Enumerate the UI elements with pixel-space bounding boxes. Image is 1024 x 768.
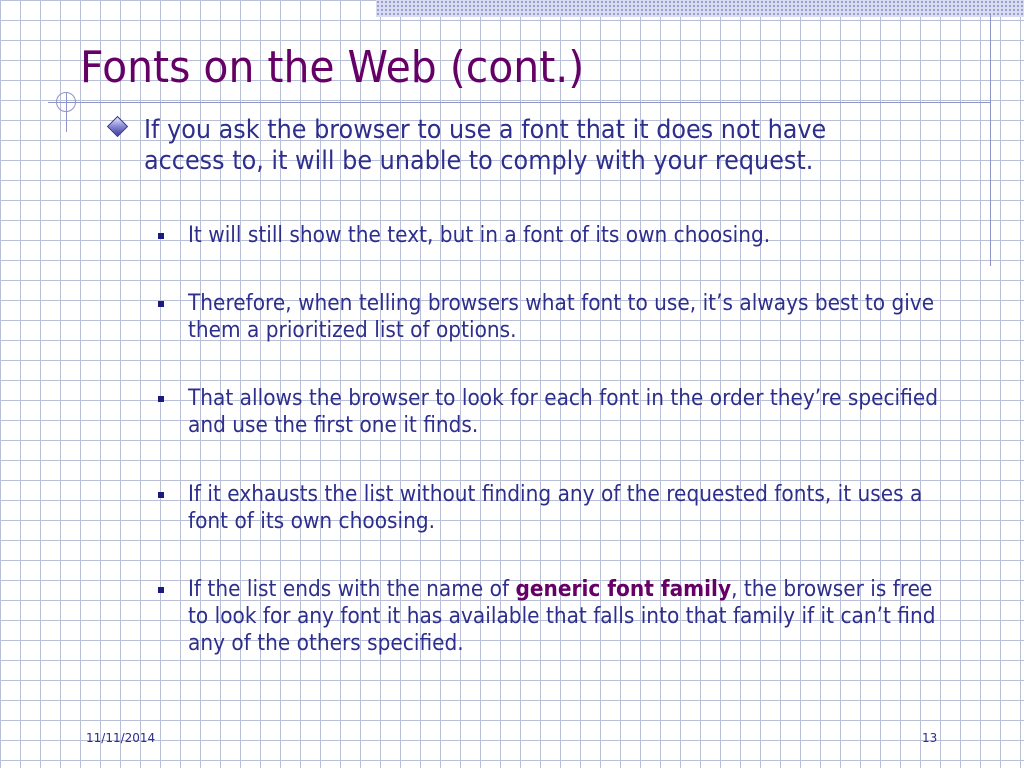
- slide-title: Fonts on the Web (cont.): [80, 42, 585, 93]
- top-decorative-band: [376, 0, 1024, 17]
- right-decorative-rule: [990, 14, 991, 266]
- square-bullet-icon: [158, 233, 164, 239]
- slide-number: 13: [922, 731, 938, 745]
- square-bullet-icon: [158, 492, 164, 498]
- square-bullet-icon: [158, 396, 164, 402]
- sub-bullet-text-end: , the browser is free to look for any font it has available that falls into that family if it can’t find any of the others specified.: [188, 577, 936, 656]
- sub-bullet-text: Therefore, when telling browsers what font to use, it’s always best to give them a prioritized list of options.: [188, 291, 935, 343]
- sub-bullet-text: [188, 576, 938, 657]
- sub-bullet-text-start: If the list ends with the name of: [188, 577, 516, 602]
- sub-bullet-text: That allows the browser to look for each font in the order they’re specified and use the first one it finds.: [188, 386, 938, 438]
- decorative-circle-icon: [56, 92, 76, 112]
- footer-date: 11/11/2014: [86, 731, 156, 745]
- square-bullet-icon: [158, 301, 164, 307]
- main-bullet-text: If you ask the browser to use a font that it does not have access to, it will be unable to comply with your request.: [144, 115, 827, 176]
- title-underline-rule: [48, 102, 990, 103]
- sub-bullet-text: It will still show the text, but in a font of its own choosing.: [188, 223, 771, 248]
- diamond-bullet-icon: [107, 116, 128, 137]
- square-bullet-icon: [158, 587, 164, 593]
- sub-bullet-text: If it exhausts the list without finding any of the requested fonts, it uses a font of its own choosing.: [188, 482, 923, 534]
- generic-font-family-term: generic font family: [515, 577, 732, 602]
